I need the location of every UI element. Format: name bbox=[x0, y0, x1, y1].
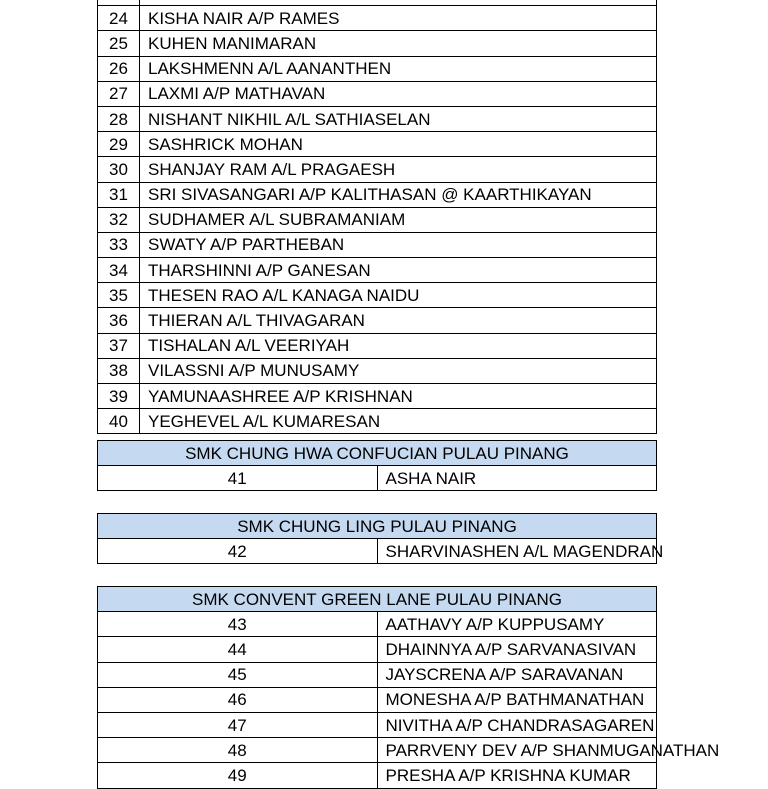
row-number: 40 bbox=[98, 409, 140, 434]
table-row bbox=[98, 31, 657, 56]
student-name: KUHEN MANIMARAN bbox=[140, 31, 657, 56]
row-number: 39 bbox=[98, 384, 140, 409]
student-name: SWATY A/P PARTHEBAN bbox=[140, 232, 657, 257]
row-number: 33 bbox=[98, 232, 140, 257]
school-section-chung-hwa bbox=[97, 440, 657, 491]
school-section-chung-ling bbox=[97, 513, 664, 564]
row-number: 46 bbox=[98, 687, 378, 712]
table-row bbox=[98, 466, 657, 491]
student-name: THARSHINNI A/P GANESAN bbox=[140, 258, 657, 283]
student-name: MONESHA A/P BATHMANATHAN bbox=[377, 687, 657, 712]
student-name: ASHA NAIR bbox=[377, 466, 657, 491]
table-row bbox=[98, 384, 657, 409]
row-number: 30 bbox=[98, 157, 140, 182]
row-number: 26 bbox=[98, 56, 140, 81]
student-name: LAXMI A/P MATHAVAN bbox=[140, 81, 657, 106]
row-number: 29 bbox=[98, 132, 140, 157]
table-row bbox=[98, 232, 657, 257]
student-name: SHANJAY RAM A/L PRAGAESH bbox=[140, 157, 657, 182]
table-row bbox=[98, 308, 657, 333]
row-number: 34 bbox=[98, 258, 140, 283]
student-name: LAKSHMENN A/L AANANTHEN bbox=[140, 56, 657, 81]
table-row bbox=[98, 637, 657, 662]
table-row bbox=[98, 207, 657, 232]
student-name: PARRVENY DEV A/P SHANMUGANATHAN bbox=[377, 738, 657, 763]
row-number: 36 bbox=[98, 308, 140, 333]
table-row bbox=[98, 539, 657, 564]
row-number: 43 bbox=[98, 612, 378, 637]
student-name: KISHA NAIR A/P RAMES bbox=[140, 6, 657, 31]
table-row bbox=[98, 333, 657, 358]
student-name: THIERAN A/L THIVAGARAN bbox=[140, 308, 657, 333]
row-number: 38 bbox=[98, 358, 140, 383]
student-name: DHAINNYA A/P SARVANASIVAN bbox=[377, 637, 657, 662]
table-row bbox=[98, 56, 657, 81]
row-number: 37 bbox=[98, 333, 140, 358]
student-name: THESEN RAO A/L KANAGA NAIDU bbox=[140, 283, 657, 308]
row-number: 35 bbox=[98, 283, 140, 308]
row-number: 42 bbox=[98, 539, 378, 564]
table-row bbox=[98, 738, 657, 763]
student-name: VILASSNI A/P MUNUSAMY bbox=[140, 358, 657, 383]
student-name: PRESHA A/P KRISHNA KUMAR bbox=[377, 763, 657, 788]
school-header: SMK CHUNG LING PULAU PINANG bbox=[98, 514, 657, 539]
table-row bbox=[98, 409, 657, 434]
table-row bbox=[98, 687, 657, 712]
student-name: SHARVINASHEN A/L MAGENDRAN bbox=[377, 539, 657, 564]
row-number: 49 bbox=[98, 763, 378, 788]
table-row bbox=[98, 106, 657, 131]
table-row bbox=[98, 358, 657, 383]
row-number: 45 bbox=[98, 662, 378, 687]
student-table-continued bbox=[97, 0, 657, 434]
table-row bbox=[98, 283, 657, 308]
row-number: 32 bbox=[98, 207, 140, 232]
row-number: 44 bbox=[98, 637, 378, 662]
student-name: SRI SIVASANGARI A/P KALITHASAN @ KAARTHIKAYAN bbox=[140, 182, 657, 207]
student-name: SASHRICK MOHAN bbox=[140, 132, 657, 157]
student-list bbox=[97, 440, 657, 491]
table-row bbox=[98, 258, 657, 283]
table-row bbox=[98, 712, 657, 737]
student-name: NIVITHA A/P CHANDRASAGAREN bbox=[377, 712, 657, 737]
row-number: 41 bbox=[98, 466, 378, 491]
row-number: 47 bbox=[98, 712, 378, 737]
school-header: SMK CHUNG HWA CONFUCIAN PULAU PINANG bbox=[98, 441, 657, 466]
student-name: SUDHAMER A/L SUBRAMANIAM bbox=[140, 207, 657, 232]
student-name: NISHANT NIKHIL A/L SATHIASELAN bbox=[140, 106, 657, 131]
student-list bbox=[97, 513, 664, 564]
row-number: 24 bbox=[98, 6, 140, 31]
student-name: YAMUNAASHREE A/P KRISHNAN bbox=[140, 384, 657, 409]
table-row bbox=[98, 132, 657, 157]
school-header: SMK CONVENT GREEN LANE PULAU PINANG bbox=[98, 587, 657, 612]
table-row bbox=[98, 182, 657, 207]
table-row bbox=[98, 81, 657, 106]
student-name: AATHAVY A/P KUPPUSAMY bbox=[377, 612, 657, 637]
table-row bbox=[98, 612, 657, 637]
school-section-convent-green-lane bbox=[97, 586, 720, 789]
row-number: 25 bbox=[98, 31, 140, 56]
row-number: 48 bbox=[98, 738, 378, 763]
table-row bbox=[98, 763, 657, 788]
student-name: YEGHEVEL A/L KUMARESAN bbox=[140, 409, 657, 434]
table-row bbox=[98, 157, 657, 182]
row-number: 27 bbox=[98, 81, 140, 106]
row-number: 31 bbox=[98, 182, 140, 207]
table-row bbox=[98, 662, 657, 687]
student-list bbox=[97, 586, 720, 789]
table-row bbox=[98, 6, 657, 31]
student-name: JAYSCRENA A/P SARAVANAN bbox=[377, 662, 657, 687]
student-name: TISHALAN A/L VEERIYAH bbox=[140, 333, 657, 358]
row-number: 28 bbox=[98, 106, 140, 131]
student-list bbox=[97, 0, 657, 434]
